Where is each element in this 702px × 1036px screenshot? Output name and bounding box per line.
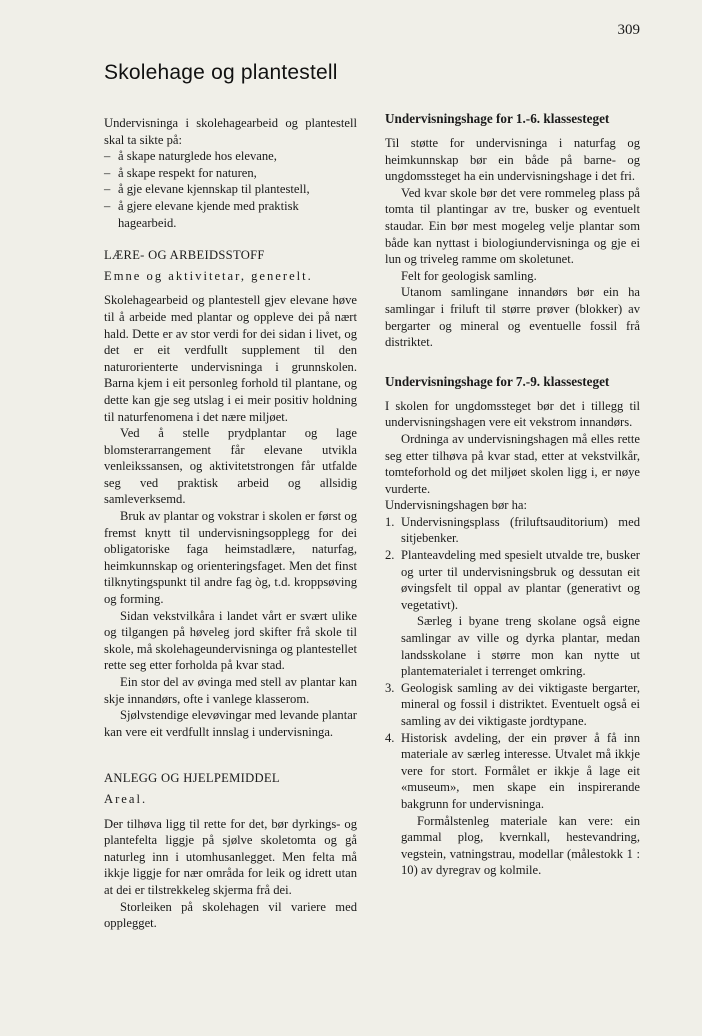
paragraph: Storleiken på skolehagen vil variere med opplegget.	[104, 899, 357, 931]
numbered-list	[385, 514, 640, 879]
intro-paragraph: Undervisninga i skolehagearbeid og plantestell skal ta sikte på:	[104, 116, 357, 147]
paragraph: Bruk av plantar og vokstrar i skolen er først og fremst knytt til undervisningsopplegg for dei obligatoriske faga heimstadlære, naturfag, heimkunnskap og orienteringsfaget. Men det finst tilknytingspunkt til andre fag òg, t.d. kroppsøving og forming.	[104, 509, 357, 607]
paragraph: Sidan vekstvilkåra i landet vårt er svært ulike og tilgangen på høveleg jord skifter frå skole til skole, må skolehageundervisninga og plantestellet rette seg etter forholda på kvar stad.	[104, 608, 357, 673]
paragraph: I skolen for ungdomssteget bør det i tillegg til undervisningshagen vere eit vekstrom innandørs.	[385, 398, 640, 430]
list-item: – å gjere elevane kjende med praktisk hagearbeid.	[104, 198, 357, 231]
list-item: – å skape naturglede hos elevane,	[104, 148, 357, 165]
paragraph: Der tilhøva ligg til rette for det, bør dyrkings- og plantefelta liggje på sjølve skoletomta og gå naturleg inn i utomhusanlegget. Men felta må ikkje liggje for nær områda for leik og idrett utan at dei er tilstrekkeleg skjerma frå dei.	[104, 816, 357, 897]
list-item	[385, 547, 640, 680]
page-number: 309	[617, 22, 640, 38]
item-text: Geologisk samling av dei viktigaste bergarter, mineral og fossil i distriktet. Eventuelt også ei samling av dei viktigaste jordtypane.	[401, 680, 640, 728]
paragraph: Skolehagearbeid og plantestell gjev elevane høve til å arbeide med plantar og oppleve dei på nært hald. Dette er av stor verdi for dei sidan i livet, og det er eit verdfullt supplement til den naturorienterte undervisninga i grunnskolen. Barna kjem i eit personleg forhold til plantane, og dette kan gje seg utslag i ei meir positiv holdning til naturfenomena i det nære miljøet.	[104, 293, 357, 424]
item-subtext: Formålstenleg materiale kan vere: ein gammal plog, kvernkall, hestevandring, vegstein, vatningstrau, modellar (målestokk 1 : 10) av dyregrav og kolmile.	[401, 813, 640, 878]
list-item	[385, 730, 640, 879]
list-item: – å gje elevane kjennskap til plantestell,	[104, 181, 357, 198]
goals-list	[104, 148, 357, 231]
paragraph: Til støtte for undervisninga i naturfag og heimkunnskap bør ein både på barne- og ungdomssteget ha ein undervisningshage i det fri.	[385, 136, 640, 184]
paragraph: Felt for geologisk samling.	[401, 268, 537, 283]
item-number: 2.	[385, 548, 395, 563]
item-subtext: Særleg i byane treng skolane også eigne samlingar av ville og dyrka plantar, medan landsskolane i større mon kan nytte ut plantematerialet i terrenget omkring.	[401, 614, 640, 679]
heading-hage-1-6: Undervisningshage for 1.-6. klassesteget	[385, 111, 610, 126]
right-column	[385, 110, 640, 879]
subheading-areal: Areal.	[104, 791, 148, 806]
paragraph: Undervisningshagen bør ha:	[385, 498, 527, 513]
section-heading-laere: LÆRE- OG ARBEIDSSTOFF	[104, 248, 265, 263]
item-number: 4.	[385, 730, 395, 745]
paragraph: Utanom samlingane innandørs bør ein ha samlingar i friluft til større prøver (blokker) av bergarter og mineral og eventuelle fossil frå distriktet.	[385, 285, 640, 350]
subheading-emne: Emne og aktivitetar, generelt.	[104, 268, 313, 283]
list-item: – å skape respekt for naturen,	[104, 165, 357, 182]
item-text: Undervisningsplass (friluftsauditorium) med sitjebenker.	[401, 514, 640, 546]
paragraph: Ved kvar skole bør det vere rommeleg plass på tomta til plantingar av tre, busker og eventuelt staudar. Ein bør mest mogeleg velje plantar som både kan nyttast i biologiundervisninga og gje ei lun og triveleg ramme om skoletunet.	[385, 185, 640, 267]
list-item	[385, 680, 640, 730]
paragraph: Ordninga av undervisningshagen må elles rette seg etter tilhøva på kvar stad, etter at vekstvilkår, tomteforhold og det miljøet skolen ligg i, er nøye vurderte.	[385, 431, 640, 496]
paragraph: Ein stor del av øvinga med stell av plantar kan skje innandørs, ofte i vanlege klasserom.	[104, 675, 357, 706]
item-number: 3.	[385, 680, 395, 695]
item-number: 1.	[385, 514, 395, 529]
section-heading-anlegg: ANLEGG OG HJELPEMIDDEL	[104, 771, 280, 786]
list-item	[385, 514, 640, 547]
paragraph: Sjølvstendige elevøvingar med levande plantar kan vere eit verdfullt innslag i undervisninga.	[104, 708, 357, 739]
paragraph: Ved å stelle prydplantar og lage blomsterarrangement får elevane utvikla venleikssansen, og aktivitetstrongen får utfalde seg ved praktisk arbeid og allsidig samleverksemd.	[104, 426, 357, 507]
item-text: Planteavdeling med spesielt utvalde tre, busker og urter til undervisningsbruk og dessutan eit øvingsfelt til oppal av plantar (generativt og vegetativt).	[401, 548, 640, 612]
left-column	[104, 115, 357, 932]
heading-hage-7-9: Undervisningshage for 7.-9. klassesteget	[385, 373, 610, 389]
page-title: Skolehage og plantestell	[104, 61, 338, 84]
item-text: Historisk avdeling, der ein prøver å få inn materiale av særleg interesse. Utvalet må ikkje vere for stort. Formålet er ikkje å lage eit «museum», men skape ein inspirerande bakgrunn for undervisninga.	[401, 730, 640, 811]
